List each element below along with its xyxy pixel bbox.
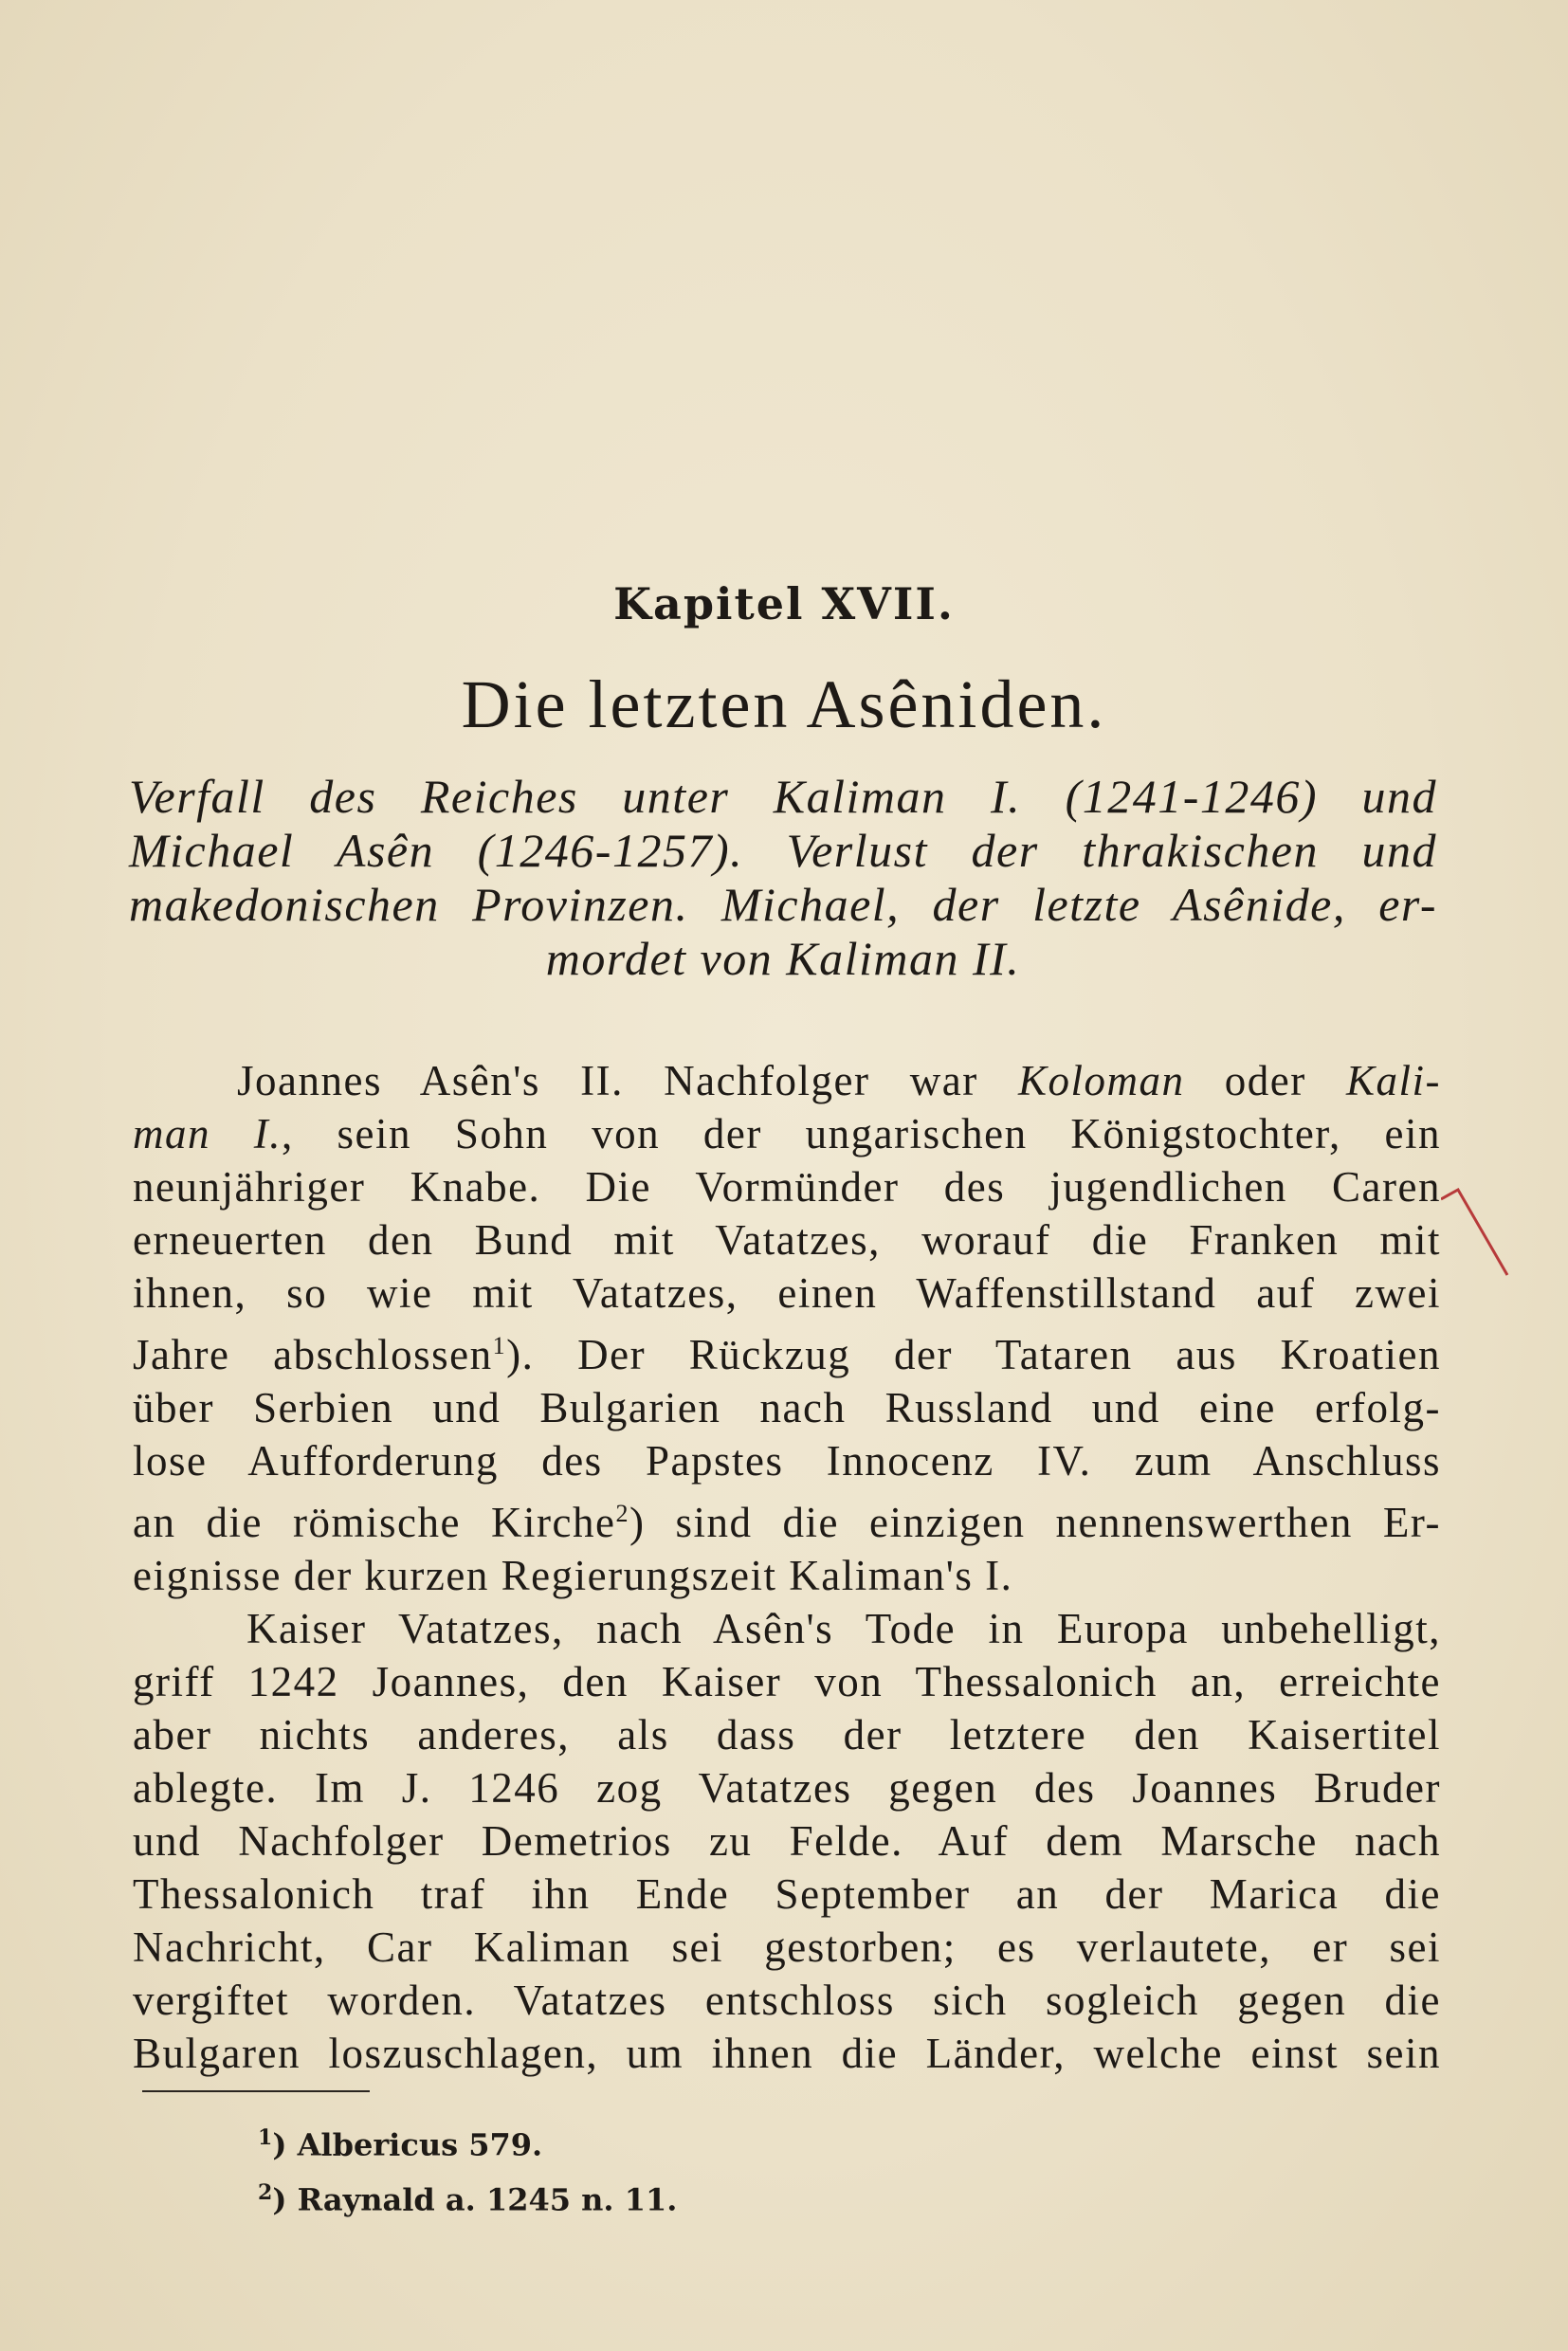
body-line: Thessalonich traf ihn Ende September an der Marica die [133,1870,1441,1918]
body-line: an die römische Kirche$^2$) sind die einzigen nennenswerthen Er- [133,1499,1441,1546]
body-line: vergiftet worden. Vatatzes entschloss sich sogleich gegen die [133,1977,1441,2024]
chapter-title: Die letzten Asêniden. [461,666,1107,742]
body-line: aber nichts anderes, als dass der letztere den Kaisertitel [133,1711,1441,1759]
body-line: ablegte. Im J. 1246 zog Vatatzes gegen des Joannes Bruder [133,1764,1441,1812]
body-line: erneuerten den Bund mit Vatatzes, worauf die Franken mit [133,1216,1441,1264]
body-line: Nachricht, Car Kaliman sei gestorben; es verlautete, er sei [133,1923,1441,1971]
summary-line: makedonischen Provinzen. Michael, der letzte Asênide, er- [129,878,1437,931]
body-line: Jahre abschlossen$^1$). Der Rückzug der Tataren aus Kroatien [133,1331,1441,1378]
body-line: Bulgaren loszuschlagen, um ihnen die Länder, welche einst sein [133,2030,1441,2077]
body-line: Joannes Asên's II. Nachfolger war Koloman oder Kali- [237,1057,1441,1104]
summary-line: mordet von Kaliman II. [545,932,1021,985]
body-line: eignisse der kurzen Regierungszeit Kaliman's I. [133,1552,1013,1599]
footnote: $^1$) Albericus 579. [258,2125,543,2163]
body-line: Kaiser Vatatzes, nach Asên's Tode in Europa unbehelligt, [246,1605,1441,1652]
footnote: $^2$) Raynald a. 1245 n. 11. [258,2179,678,2218]
footnote-ref: 2 [615,1500,629,1527]
body-line: neunjähriger Knabe. Die Vormünder des jugendlichen Caren [133,1163,1441,1211]
body-line: man I., sein Sohn von der ungarischen Königstochter, ein [133,1110,1441,1157]
footnotes [258,2114,677,2223]
body-line: griff 1242 Joannes, den Kaiser von Thessalonich an, erreichte [133,1658,1441,1705]
summary-line: Verfall des Reiches unter Kaliman I. (1241-1246) und [129,770,1437,823]
name-kaliman: man I. [133,1110,283,1157]
red-pencil-mark [1441,1171,1526,1285]
chapter-label: Kapitel XVII. [613,578,955,629]
body-text [133,1054,1441,2080]
chapter-summary [129,770,1437,986]
footnote-divider [142,2090,370,2092]
body-line: über Serbien und Bulgarien nach Russland und eine erfolg- [133,1384,1441,1431]
body-line: lose Aufforderung des Papstes Innocenz IV. zum Anschluss [133,1437,1441,1485]
body-line: und Nachfolger Demetrios zu Felde. Auf dem Marsche nach [133,1817,1441,1865]
body-line: ihnen, so wie mit Vatatzes, einen Waffenstillstand auf zwei [133,1269,1441,1317]
footnote-ref: 1 [492,1332,507,1359]
name-koloman: Koloman [1017,1057,1185,1104]
summary-line: Michael Asên (1246-1257). Verlust der thrakischen und [129,824,1437,877]
